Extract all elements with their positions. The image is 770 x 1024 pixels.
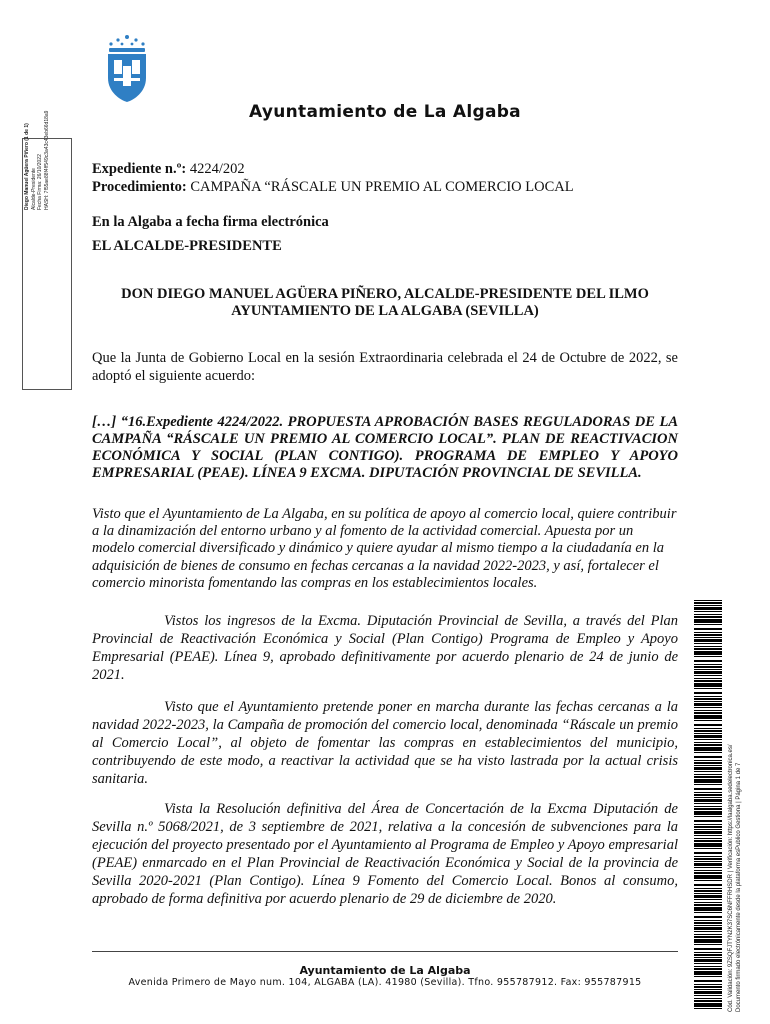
expediente-value: 4224/202: [189, 161, 245, 177]
paragraph-4: Vista la Resolución definitiva del Área de Concertación de la Excma Diputación de Sevilla n.º 5068/2021, de 3 septiembre de 2021, relativa a la concesión de subvenciones para la ejecución del proyecto presentado por el Ayuntamiento al Programa de Empleo y Apoyo empresarial (PEAE) enmarcado en el Plan Provincial de Reactivación Económica y Social de la provincia de Sevilla 2020-2021 (Plan Contigo). Línea 9 Fomento del Comercio Local. Bonos al consumo, aprobado de forma definitiva por acuerdo plenario de 29 de diciembre de 2020.: [92, 801, 678, 907]
barcode-bar: [694, 733, 722, 734]
barcode-bar: [694, 934, 722, 935]
barcode-bar: [694, 747, 722, 751]
footer-divider: [92, 951, 678, 952]
barcode-bar: [694, 730, 722, 732]
barcode-bar: [694, 895, 722, 898]
agreement-title: […] “16.Expediente 4224/2022. PROPUESTA APROBACIÓN BASES REGULADORAS DE LA CAMPAÑA “RÁSCALE UN PREMIO AL COMERCIO LOCAL”. PLAN DE REACTIVACION ECONÓMICA Y SOCIAL (PLAN CONTIGO). PROGRAMA DE EMPLEO Y APOYO EMPRESARIAL (PEAE). LÍNEA 9 EXCMA. DIPUTACIÓN PROVINCIAL DE SEVILLA.: [92, 414, 678, 481]
barcode-bar: [694, 816, 722, 817]
crest-logo: [104, 34, 150, 104]
barcode-bar: [694, 669, 722, 670]
barcode-bar: [694, 829, 722, 830]
barcode-bar: [694, 660, 722, 662]
barcode-bar: [694, 888, 722, 889]
barcode-bar: [694, 720, 722, 721]
expediente-label: Expediente n.º:: [92, 161, 187, 177]
barcode-bar: [694, 614, 722, 615]
barcode-bar: [694, 651, 722, 655]
barcode-bar: [694, 605, 722, 606]
barcode-bar: [694, 826, 722, 828]
barcode-bar: [694, 1000, 722, 1002]
barcode-bar: [694, 840, 722, 842]
barcode-bar: [694, 776, 722, 778]
barcode-bar: [694, 991, 722, 994]
barcode-bar: [694, 861, 722, 862]
barcode-bar: [694, 656, 722, 657]
paragraph-1: Visto que el Ayuntamiento de La Algaba, en su política de apoyo al comercio local, quiere contribuir a la dinamización del entorno urbano y al fomento de la actividad comercial. Apuesta por un modelo comercial diversificado y dinámico y quiere ayudar al mismo tiempo a la ciudadanía en la adquisición de bienes de consumo en fechas cercanas a la navidad 2022-2023, y así, fortalecer el comercio minorista fomentando las compras en los establecimientos locales.: [92, 506, 677, 591]
barcode-bar: [694, 963, 722, 964]
barcode-bar: [694, 760, 722, 761]
barcode-bar: [694, 703, 722, 706]
barcode-bar: [694, 848, 722, 849]
barcode-bar: [694, 771, 722, 772]
barcode-bar: [694, 893, 722, 894]
barcode-bar: [694, 936, 722, 938]
town-hall-title: Ayuntamiento de La Algaba: [249, 102, 521, 122]
barcode-bar: [694, 952, 722, 953]
barcode-bar: [694, 767, 722, 770]
barcode-bar: [694, 927, 722, 930]
barcode-bar: [694, 678, 722, 679]
signer-name: Diego Manuel Agüera Piñero (1 de 1): [24, 123, 30, 210]
barcode-bar: [694, 744, 722, 746]
barcode-bar: [694, 735, 722, 738]
barcode-bar: [694, 870, 722, 871]
barcode-bar: [694, 602, 722, 604]
barcode-bar: [694, 1003, 722, 1007]
barcode-bar: [694, 611, 722, 612]
paragraph-3: Visto que el Ayuntamiento pretende poner en marcha durante las fechas cercanas a la navidad 2022-2023, la Campaña de promoción del comercio local, denominada “Ráscale un premio al Comercio Local”, al objeto de fomentar las compras en establecimientos del municipio, contribuyendo de este modo, a reactivar la actividad que se ha visto lastrada por la actual crisis sanitaria.: [92, 699, 678, 787]
barcode-bar: [694, 989, 722, 990]
platform-note: Documento firmado electrónicamente desde la plataforma esPublico Gestiona | Página 1 de 7: [736, 762, 742, 1012]
barcode-bar: [694, 912, 722, 913]
barcode-bar: [694, 957, 722, 958]
barcode-bar: [694, 920, 722, 921]
document-heading: DON DIEGO MANUEL AGÜERA PIÑERO, ALCALDE-PRESIDENTE DEL ILMO AYUNTAMIENTO DE LA ALGABA (SEVILLA): [121, 286, 649, 319]
barcode-bar: [694, 1008, 722, 1009]
barcode-bar: [694, 986, 722, 988]
validation-code: Cód. Validación: 9ZSQFJTYN2K37SC6NFFRHSDR | Verificación: https://laalgaba.sedelectronica.es/: [728, 744, 734, 1012]
barcode-bar: [694, 756, 722, 758]
barcode-bar: [694, 799, 722, 802]
barcode-bar: [694, 628, 722, 630]
signature-hash: HASH: 7f55ae88f4ff549c3a43c43eb66d18a9: [43, 110, 50, 210]
barcode-bar: [694, 619, 722, 623]
barcode-bar: [694, 683, 722, 687]
barcode-bar: [694, 867, 722, 868]
barcode-bar: [694, 803, 722, 804]
barcode-bar: [694, 774, 722, 775]
barcode-bar: [694, 696, 722, 697]
barcode-bar: [694, 666, 722, 668]
barcode-bar: [694, 797, 722, 798]
barcode-bar: [694, 811, 722, 815]
barcode-bar: [694, 916, 722, 918]
intro-paragraph: Que la Junta de Gobierno Local en la sesión Extraordinaria celebrada el 24 de Octubre de 2022, se adoptó el siguiente acuerdo:: [92, 350, 678, 384]
procedimiento-value: CAMPAÑA “RÁSCALE UN PREMIO AL COMERCIO LOCAL: [190, 179, 574, 195]
barcode-bar: [694, 980, 722, 982]
barcode-bar: [694, 838, 722, 839]
barcode-bar: [694, 739, 722, 740]
barcode-bar: [694, 904, 722, 906]
barcode-bar: [694, 959, 722, 962]
footer-title: Ayuntamiento de La Algaba: [299, 964, 471, 977]
footer-address: Avenida Primero de Mayo num. 104, ALGABA (LA). 41980 (Sevilla). Tfno. 955787912. Fax: 955787915: [128, 977, 642, 988]
file-meta: [92, 160, 678, 196]
barcode-bar: [694, 968, 722, 970]
paragraph-2: Vistos los ingresos de la Excma. Diputación Provincial de Sevilla, a través del Plan Provincial de Reactivación Económica y Social (Plan Contigo) Programa de Empleo y Apoyo Empresarial (PEAE). Línea 9, aprobado definitivamente por acuerdo plenario de 24 de junio de 2021.: [92, 613, 678, 683]
barcode-bar: [694, 820, 722, 822]
validation-barcode: [694, 600, 722, 1010]
barcode-bar: [694, 779, 722, 783]
barcode-bar: [694, 698, 722, 700]
barcode-bar: [694, 701, 722, 702]
barcode-bar: [694, 984, 722, 985]
barcode-bar: [694, 806, 722, 807]
place-date-line: En la Algaba a fecha firma electrónica: [92, 214, 329, 230]
barcode-bar: [694, 884, 722, 886]
barcode-bar: [694, 692, 722, 694]
barcode-bar: [694, 902, 722, 903]
barcode-bar: [694, 624, 722, 625]
barcode-bar: [694, 742, 722, 743]
signature-date: Fecha Firma: 26/10/2022: [37, 154, 43, 210]
barcode-bar: [694, 762, 722, 764]
barcode-bar: [694, 784, 722, 785]
barcode-bar: [694, 922, 722, 924]
barcode-bar: [694, 939, 722, 943]
barcode-bar: [694, 607, 722, 610]
barcode-bar: [694, 925, 722, 926]
barcode-bar: [694, 664, 722, 665]
barcode-bar: [694, 616, 722, 618]
barcode-bar: [694, 843, 722, 847]
barcode-bar: [694, 824, 722, 825]
barcode-bar: [694, 671, 722, 674]
barcode-bar: [694, 646, 722, 647]
barcode-bar: [694, 710, 722, 711]
barcode-bar: [694, 792, 722, 793]
barcode-bar: [694, 728, 722, 729]
barcode-bar: [694, 794, 722, 796]
validation-note: [727, 582, 743, 1012]
barcode-bar: [694, 863, 722, 866]
barcode-bar: [694, 890, 722, 892]
barcode-bar: [694, 875, 722, 879]
barcode-bar: [694, 637, 722, 638]
role-line: EL ALCALDE-PRESIDENTE: [92, 238, 282, 254]
barcode-bar: [694, 600, 722, 601]
barcode-bar: [694, 907, 722, 911]
signature-stamp: [24, 80, 50, 210]
barcode-bar: [694, 998, 722, 999]
barcode-bar: [694, 976, 722, 977]
barcode-bar: [694, 632, 722, 633]
procedimiento-label: Procedimiento:: [92, 179, 187, 195]
barcode-bar: [694, 835, 722, 836]
barcode-bar: [694, 944, 722, 945]
barcode-bar: [694, 852, 722, 854]
barcode-bar: [694, 831, 722, 834]
barcode-bar: [694, 680, 722, 682]
barcode-bar: [694, 639, 722, 642]
barcode-bar: [694, 971, 722, 975]
barcode-bar: [694, 856, 722, 857]
barcode-bar: [694, 966, 722, 967]
barcode-bar: [694, 808, 722, 810]
barcode-bar: [694, 765, 722, 766]
barcode-bar: [694, 752, 722, 753]
barcode-bar: [694, 715, 722, 719]
barcode-bar: [694, 858, 722, 860]
barcode-bar: [694, 931, 722, 932]
barcode-bar: [694, 899, 722, 900]
barcode-bar: [694, 688, 722, 689]
barcode-bar: [694, 872, 722, 874]
barcode-bar: [694, 724, 722, 726]
barcode-bar: [694, 643, 722, 644]
barcode-bar: [694, 634, 722, 636]
barcode-bar: [694, 712, 722, 714]
barcode-bar: [694, 675, 722, 676]
signer-role: Alcalde-Presidente: [30, 168, 37, 210]
barcode-bar: [694, 948, 722, 950]
barcode-bar: [694, 880, 722, 881]
barcode-bar: [694, 707, 722, 708]
barcode-bar: [694, 954, 722, 956]
barcode-bar: [694, 648, 722, 650]
barcode-bar: [694, 788, 722, 790]
barcode-bar: [694, 995, 722, 996]
